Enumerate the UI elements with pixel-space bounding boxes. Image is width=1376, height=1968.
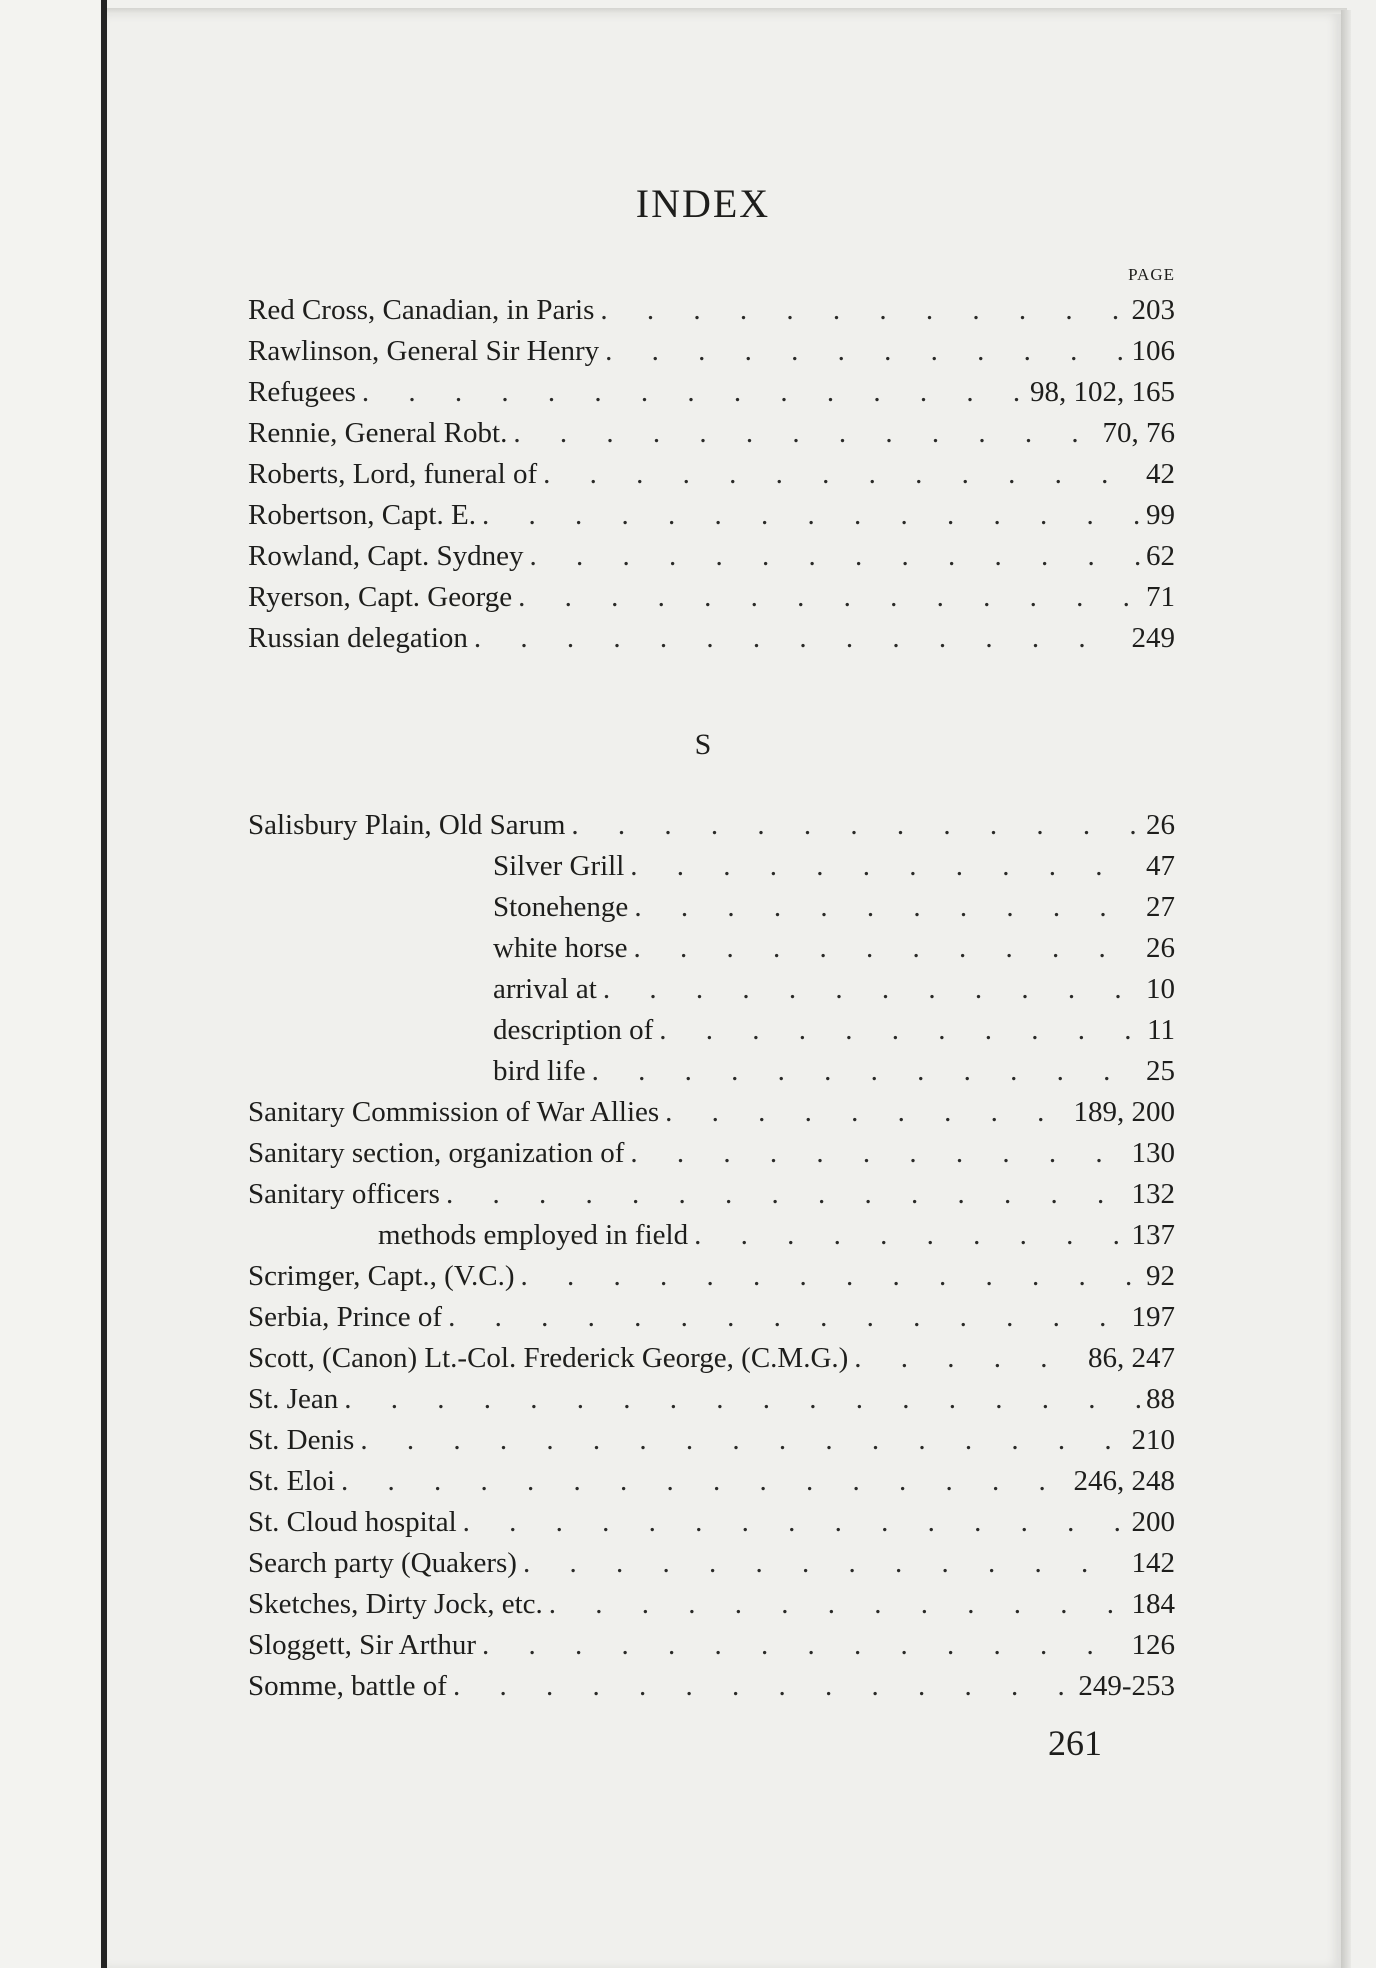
dot-leader	[634, 887, 1140, 928]
entry-pages: 98, 102, 165	[1030, 376, 1175, 408]
entry-pages: 132	[1131, 1178, 1175, 1210]
dot-leader	[474, 618, 1126, 659]
index-entry	[248, 1297, 1175, 1338]
index-subentry	[248, 1215, 1175, 1256]
index-entry	[248, 1584, 1175, 1625]
entry-term: arrival at	[493, 973, 597, 1005]
entry-pages: 88	[1146, 1383, 1175, 1415]
entry-term: white horse	[493, 932, 628, 964]
entry-pages: 246, 248	[1073, 1465, 1175, 1497]
entry-term: Sketches, Dirty Jock, etc.	[248, 1588, 543, 1620]
dot-leader	[694, 1215, 1125, 1256]
entry-term: Rennie, General Robt.	[248, 417, 508, 449]
index-subentry	[248, 928, 1175, 969]
index-subentry	[248, 969, 1175, 1010]
entry-term: Silver Grill	[493, 850, 625, 882]
page-column-label: PAGE	[1128, 265, 1175, 284]
entry-term: Stonehenge	[493, 891, 629, 923]
dot-leader	[448, 1297, 1125, 1338]
entry-term: Sanitary section, organization of	[248, 1137, 625, 1169]
entry-pages: 11	[1147, 1014, 1175, 1046]
dot-leader	[605, 331, 1125, 372]
index-entry	[248, 618, 1175, 659]
dot-leader	[603, 969, 1140, 1010]
entry-term: Scott, (Canon) Lt.-Col. Frederick George, (C.M.G.)	[248, 1342, 849, 1374]
entry-pages: 210	[1131, 1424, 1175, 1456]
index-entry	[248, 1502, 1175, 1543]
index-entry	[248, 1133, 1175, 1174]
index-entry	[248, 290, 1175, 331]
entry-term: Red Cross, Canadian, in Paris	[248, 294, 595, 326]
entry-term: St. Denis	[248, 1424, 355, 1456]
index-entry	[248, 1625, 1175, 1666]
entry-pages: 26	[1146, 809, 1175, 841]
index-entry	[248, 805, 1175, 846]
entry-pages: 10	[1146, 973, 1175, 1005]
entry-pages: 126	[1131, 1629, 1175, 1661]
dot-leader	[360, 1420, 1125, 1461]
entry-term: St. Jean	[248, 1383, 339, 1415]
dot-leader	[592, 1051, 1140, 1092]
page-number: 261	[1048, 1723, 1102, 1763]
entry-pages: 137	[1131, 1219, 1175, 1251]
entry-term: St. Cloud hospital	[248, 1506, 457, 1538]
entry-pages: 47	[1146, 850, 1175, 882]
index-entry	[248, 372, 1175, 413]
dot-leader	[630, 1133, 1125, 1174]
entry-term: Salisbury Plain, Old Sarum	[248, 809, 566, 841]
entry-pages: 70, 76	[1102, 417, 1175, 449]
entry-term: Russian delegation	[248, 622, 468, 654]
dot-leader	[854, 1338, 1082, 1379]
index-entry	[248, 454, 1175, 495]
entry-term: Robertson, Capt. E.	[248, 499, 476, 531]
entry-pages: 27	[1146, 891, 1175, 923]
entry-pages: 184	[1131, 1588, 1175, 1620]
entry-pages: 249-253	[1078, 1670, 1175, 1702]
facing-page-margin	[0, 0, 100, 1968]
entry-pages: 249	[1131, 622, 1175, 654]
entry-pages: 71	[1146, 581, 1175, 613]
dot-leader	[518, 577, 1140, 618]
entry-term: Sanitary officers	[248, 1178, 440, 1210]
index-entry	[248, 331, 1175, 372]
index-entry	[248, 536, 1175, 577]
entry-term: bird life	[493, 1055, 586, 1087]
index-entry	[248, 577, 1175, 618]
dot-leader	[463, 1502, 1126, 1543]
entry-pages: 200	[1131, 1506, 1175, 1538]
entry-pages: 203	[1131, 294, 1175, 326]
index-entry	[248, 495, 1175, 536]
dot-leader	[634, 928, 1141, 969]
entry-pages: 25	[1146, 1055, 1175, 1087]
index-list-r	[248, 290, 1175, 659]
entry-pages: 86, 247	[1088, 1342, 1175, 1374]
dot-leader	[344, 1379, 1140, 1420]
index-subentry	[248, 1051, 1175, 1092]
dot-leader	[600, 290, 1125, 331]
entry-pages: 92	[1146, 1260, 1175, 1292]
index-subentry	[248, 1010, 1175, 1051]
entry-pages: 106	[1131, 335, 1175, 367]
entry-term: Refugees	[248, 376, 356, 408]
dot-leader	[659, 1010, 1141, 1051]
dot-leader	[543, 454, 1140, 495]
entry-term: St. Eloi	[248, 1465, 336, 1497]
index-entry	[248, 1461, 1175, 1502]
index-entry	[248, 1543, 1175, 1584]
index-entry	[248, 1420, 1175, 1461]
index-entry	[248, 413, 1175, 454]
entry-term: Somme, battle of	[248, 1670, 447, 1702]
entry-pages: 142	[1131, 1547, 1175, 1579]
entry-pages: 130	[1131, 1137, 1175, 1169]
index-list-s	[248, 805, 1175, 1707]
dot-leader	[341, 1461, 1067, 1502]
index-entry	[248, 1256, 1175, 1297]
entry-term: Sloggett, Sir Arthur	[248, 1629, 476, 1661]
entry-term: Roberts, Lord, funeral of	[248, 458, 538, 490]
dot-leader	[521, 1256, 1140, 1297]
entry-pages: 197	[1131, 1301, 1175, 1333]
entry-term: Serbia, Prince of	[248, 1301, 443, 1333]
dot-leader	[571, 805, 1140, 846]
entry-term: Ryerson, Capt. George	[248, 581, 513, 613]
entry-term: Scrimger, Capt., (V.C.)	[248, 1260, 515, 1292]
entry-pages: 26	[1146, 932, 1175, 964]
index-subentry	[248, 887, 1175, 928]
dot-leader	[482, 1625, 1126, 1666]
entry-term: Search party (Quakers)	[248, 1547, 517, 1579]
entry-term: description of	[493, 1014, 654, 1046]
index-entry	[248, 1379, 1175, 1420]
dot-leader	[665, 1092, 1067, 1133]
entry-term: methods employed in field	[378, 1219, 689, 1251]
entry-pages: 189, 200	[1073, 1096, 1175, 1128]
entry-pages: 99	[1146, 499, 1175, 531]
dot-leader	[630, 846, 1140, 887]
entry-term: Sanitary Commission of War Allies	[248, 1096, 660, 1128]
dot-leader	[523, 1543, 1126, 1584]
index-subentry	[248, 846, 1175, 887]
dot-leader	[513, 413, 1096, 454]
dot-leader	[482, 495, 1140, 536]
dot-leader	[549, 1584, 1126, 1625]
entry-pages: 62	[1146, 540, 1175, 572]
dot-leader	[453, 1666, 1072, 1707]
index-entry	[248, 1338, 1175, 1379]
section-letter-s: S	[694, 728, 712, 761]
index-entry	[248, 1174, 1175, 1215]
entry-pages: 42	[1146, 458, 1175, 490]
index-entry	[248, 1092, 1175, 1133]
index-entry	[248, 1666, 1175, 1707]
dot-leader	[362, 372, 1024, 413]
dot-leader	[446, 1174, 1126, 1215]
dot-leader	[530, 536, 1141, 577]
page-right-edge	[1341, 10, 1351, 1968]
entry-term: Rawlinson, General Sir Henry	[248, 335, 600, 367]
index-title: INDEX	[635, 181, 771, 226]
entry-term: Rowland, Capt. Sydney	[248, 540, 524, 572]
